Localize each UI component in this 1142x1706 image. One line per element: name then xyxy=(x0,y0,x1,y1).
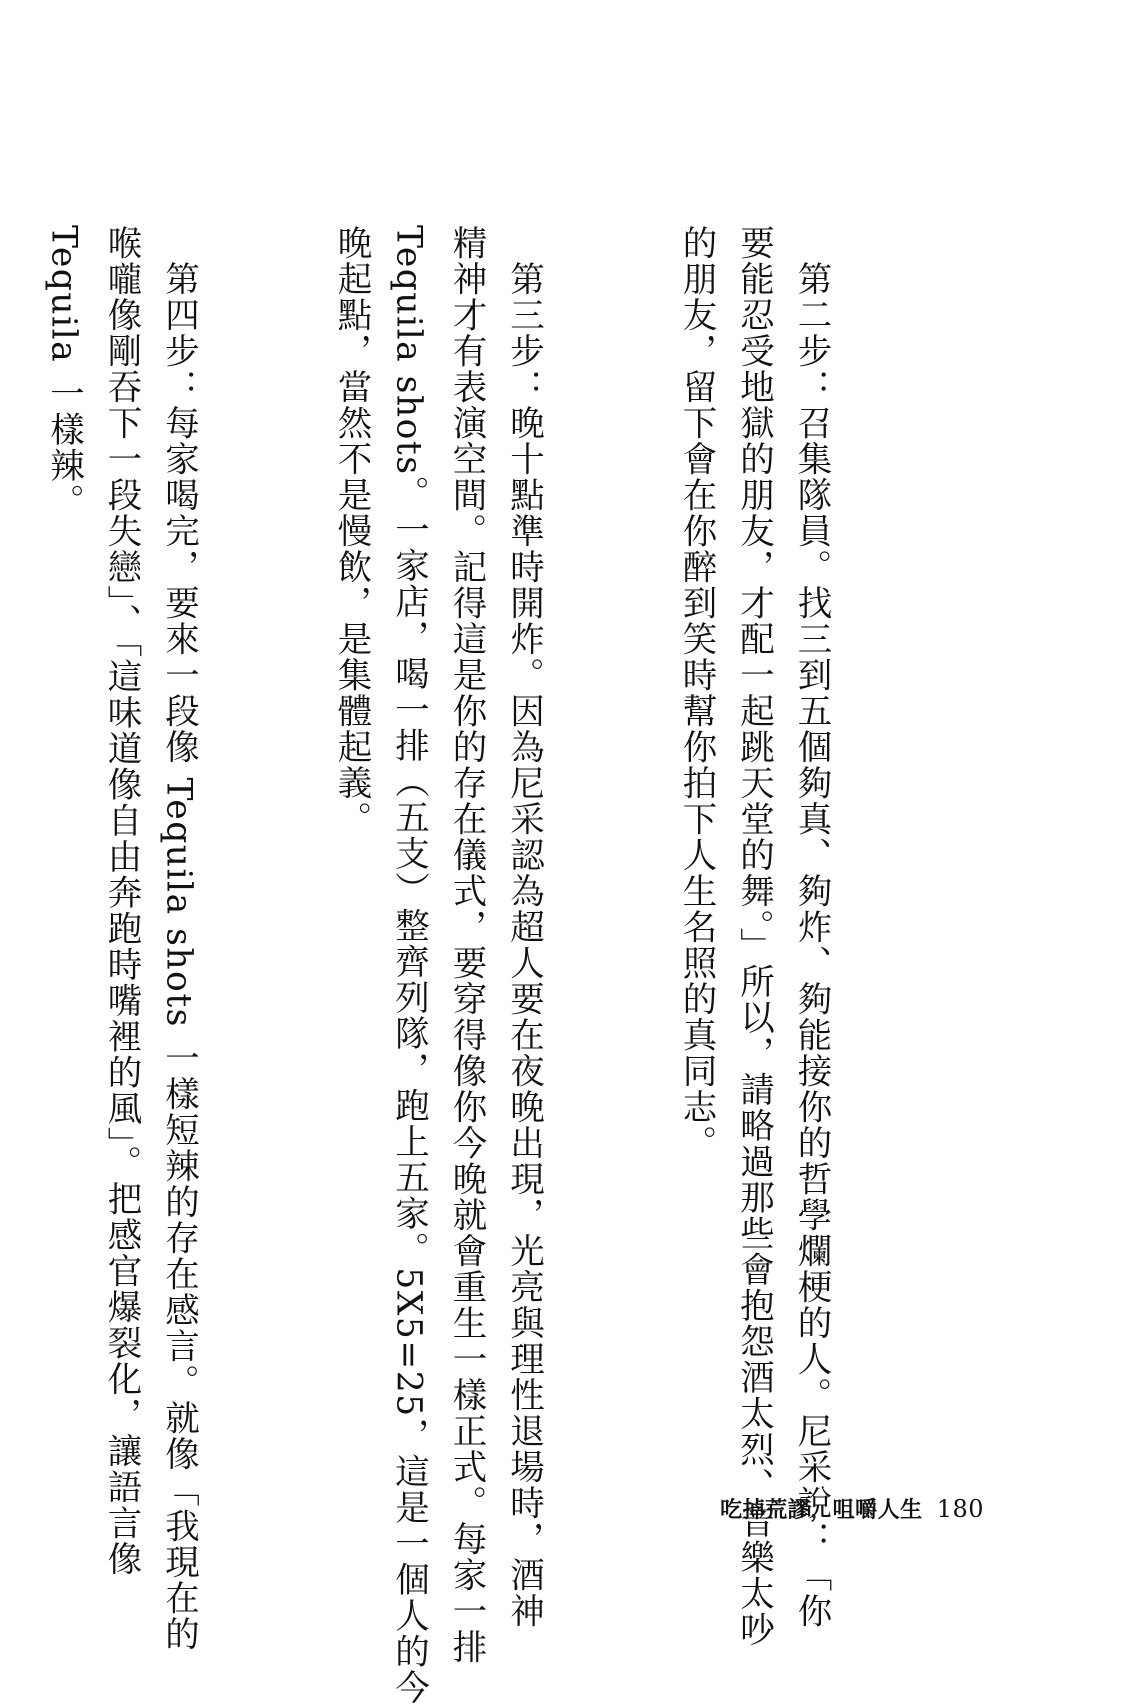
text-line: 晚起點，當然不是慢飲，是集體起義。 xyxy=(331,225,371,837)
paragraph-step-3 xyxy=(322,225,552,1706)
text-line: 要能忍受地獄的朋友，才配一起跳天堂的舞。」所以，請略過那些會抱怨酒太烈、音樂太吵 xyxy=(733,225,774,1648)
text-line: 第二步：召集隊員。找三到五個夠真、夠炸、夠能接你的哲學爛梗的人。尼采說：「你 xyxy=(791,225,831,1629)
book-title: 吃掉荒謬，咀嚼人生 xyxy=(720,1497,923,1523)
text-line: 喉嚨像剛吞下一段失戀」、「這味道像自由奔跑時嘴裡的風」。把感官爆裂化，讓語言像 xyxy=(101,225,141,1578)
page-footer xyxy=(720,1493,984,1524)
paragraph-step-4 xyxy=(34,225,207,1653)
text-line: 第三步：晚十點準時開炸。因為尼采認為超人要在夜晚出現，光亮與理性退場時，酒神 xyxy=(503,225,544,1629)
text-line: 第四步：每家喝完，要來一段像 Tequila shots 一樣短辣的存在感言。就像「我現在的 xyxy=(158,225,199,1653)
text-line: 的朋友，留下會在你醉到笑時幫你拍下人生名照的真同志。 xyxy=(676,225,716,1161)
page-number: 180 xyxy=(936,1495,984,1523)
text-line: Tequila shots。一家店，喝一排（五支）整齊列隊，跑上五家。5X5=25，這是一個人的今 xyxy=(388,225,429,1706)
text-line: Tequila 一樣辣。 xyxy=(43,225,84,520)
text-line: 精神才有表演空間。記得這是你的存在儀式，要穿得像你今晚就會重生一樣正式。每家一排 xyxy=(446,225,486,1665)
